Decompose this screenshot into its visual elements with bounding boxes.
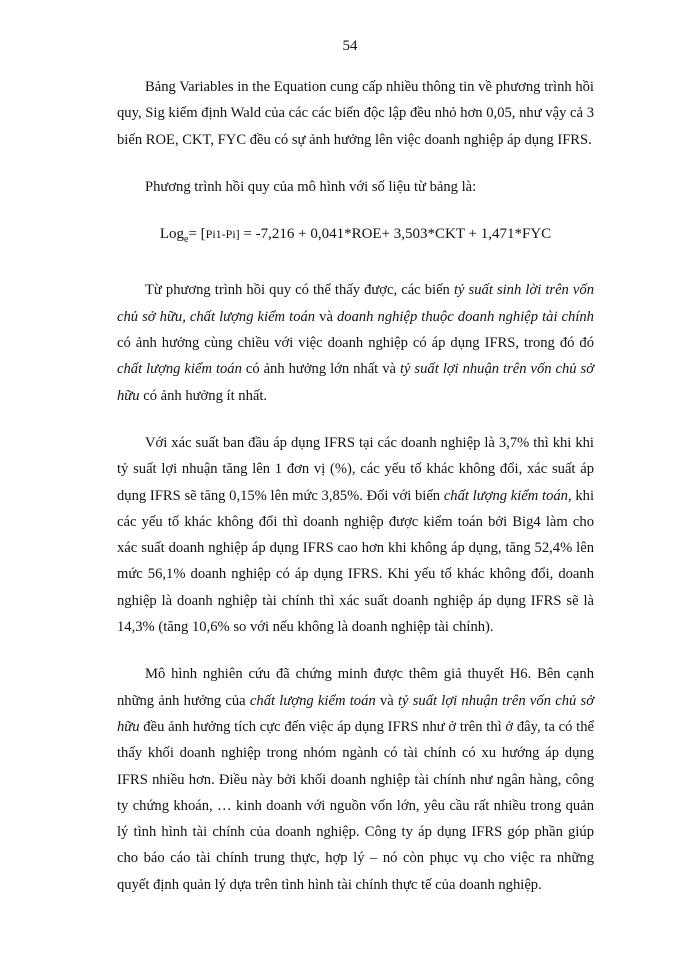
paragraph-interpretation: [117, 277, 594, 408]
document-body: [117, 74, 594, 919]
italic-term: tỷ suất lợi nhuận trên vốn chủ sở hữu: [117, 692, 594, 735]
text-run: và: [375, 692, 398, 709]
italic-term: doanh nghiệp thuộc doanh nghiệp tài chính: [336, 308, 594, 325]
paragraph-probability: [117, 430, 594, 640]
text-run: và: [315, 308, 337, 325]
paragraph-equation-intro: Phương trình hồi quy của mô hình với số liệu từ bảng là:: [145, 178, 477, 195]
equation-open: = [: [188, 226, 206, 243]
italic-term: chất lượng kiểm toán: [249, 692, 376, 709]
equation-log-base: e: [183, 234, 189, 246]
equation-rhs: = -7,216 + 0,041*ROE+ 3,503*CKT + 1,471*FYC: [239, 226, 552, 243]
italic-term: chất lượng kiểm toán: [443, 487, 568, 504]
paragraph-hypothesis: [117, 661, 594, 898]
italic-term: tỷ suất sinh lời trên vốn chủ sở hữu, chất lượng kiểm toán: [117, 282, 594, 325]
text-run: có ảnh hưởng ít nhất.: [139, 387, 268, 404]
text-run: Với xác suất ban đầu áp dụng IFRS tại các doanh nghiệp là 3,7% thì khi khi tỷ suất lợi nhuận tăng lên 1 đơn vị (%), các yếu tố khác không đổi, xác suất áp dụng IFRS sẽ tăng 0,15% lên mức 3,85%. Đối với biến: [117, 434, 594, 504]
regression-equation: [117, 221, 594, 253]
text-run: , khi các yếu tố khác không đổi thì doanh nghiệp được kiểm toán bởi Big4 làm cho xác suất doanh nghiệp áp dụng IFRS cao hơn khi không áp dụng, tăng 52,4% lên mức 56,1% doanh nghiệp có áp dụng IFRS. Khi yếu tố khác không đổi, doanh nghiệp là doanh nghiệp tài chính thì xác suất doanh nghiệp áp dụng IFRS sẽ là 14,3% (tăng 10,6% so với nếu không là doanh nghiệp tài chính).: [117, 487, 594, 636]
paragraph-intro: Bảng Variables in the Equation cung cấp nhiều thông tin về phương trình hồi quy, Sig kiểm định Wald của các các biến độc lập đều nhỏ hơn 0,05, như vậy cả 3 biến ROE, CKT, FYC đều có sự ảnh hưởng lên việc doanh nghiệp áp dụng IFRS.: [117, 79, 594, 148]
text-run: Từ phương trình hồi quy có thể thấy được, các biến: [145, 282, 454, 299]
italic-term: tỷ suất lợi nhuận trên vốn chủ sở hữu: [117, 361, 594, 404]
equation-log: Log: [159, 226, 184, 243]
text-run: đều ảnh hưởng tích cực đến việc áp dụng IFRS như ở trên thì ở đây, ta có thể thấy khối doanh nghiệp trong nhóm ngành có tài chính có xu hướng áp dụng IFRS nhiều hơn. Điều này bởi khối doanh nghiệp tài chính như ngân hàng, công ty chứng khoán, … kinh doanh với nguồn vốn lớn, yêu cầu rất nhiều trong quản lý tình hình tài chính của doanh nghiệp. Công ty áp dụng IFRS góp phần giúp cho báo cáo tài chính trung thực, hợp lý – nó còn phục vụ cho việc ra những quyết định quản lý dựa trên tình hình tài chính thực tế của doanh nghiệp.: [117, 718, 594, 893]
text-run: có ảnh hưởng lớn nhất và: [241, 361, 400, 378]
italic-term: chất lượng kiểm toán: [117, 361, 242, 378]
page-number: 54: [342, 38, 358, 54]
text-run: Mô hình nghiên cứu đã chứng minh được thêm giả thuyết H6. Bên cạnh những ảnh hưởng của: [117, 666, 594, 709]
text-run: có ảnh hưởng cùng chiều với việc doanh nghiệp có áp dụng IFRS, trong đó đó: [117, 335, 594, 352]
equation-inner: Pi1-Pi]: [205, 227, 240, 242]
